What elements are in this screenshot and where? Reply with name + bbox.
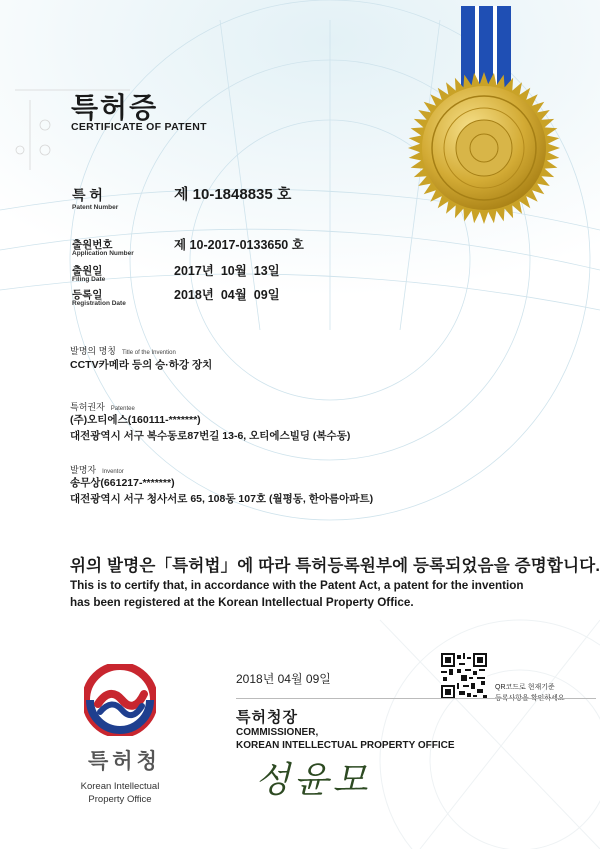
invention-label: 발명의 명칭 [70,346,116,356]
certification-en-line2: has been registered at the Korean Intellectual Property Office. [70,596,414,609]
inventor-label-en: Inventor [102,469,124,475]
qr-note-line1: QR코드로 현재기준 [495,684,555,691]
registration-date-label-en: Registration Date [72,300,126,307]
kipo-logo-text-en [72,780,168,806]
certification-en-line1: This is to certify that, in accordance with the Patent Act, a patent for the invention [70,579,524,592]
kipo-logo-text: 특허청 [88,750,161,773]
commissioner-en-line1: COMMISSIONER, [236,727,319,738]
kipo-en-line2: Property Office [88,794,152,805]
commissioner-en-line2: KOREAN INTELLECTUAL PROPERTY OFFICE [236,740,455,751]
issue-date: 2018년 04월 09일 [236,672,331,686]
invention-title-value: CCTV카메라 등의 승·하강 장치 [70,359,213,371]
certification-statement-ko: 위의 발명은「특허법」에 따라 특허등록원부에 등록되었음을 증명합니다. [70,557,600,575]
patent-number-label-en: Patent Number [72,204,119,211]
gold-seal [408,72,560,224]
inventor-address: 대전광역시 서구 청사서로 65, 108동 107호 (월평동, 한아름아파트) [70,493,374,505]
qr-note [495,682,565,704]
patentee-label: 특허권자 [70,402,105,412]
registration-date-value: 2018년 04월 09일 [174,288,280,302]
commissioner-title-en [236,726,455,752]
filing-date-label-en: Filing Date [72,276,106,283]
commissioner-signature: 성윤모 [255,760,372,801]
inventor-label: 발명자 [70,465,97,475]
invention-label-en: Title of the Invention [121,350,176,356]
patentee-address: 대전광역시 서구 복수동로87번길 13-6, 오티에스빌딩 (복수동) [70,430,351,442]
application-number-label: 출원번호 [72,239,113,251]
commissioner-title: 특허청장 [236,709,298,726]
registration-date-label: 등록일 [72,289,103,301]
application-number-label-en: Application Number [72,250,134,257]
filing-date-label: 출원일 [72,265,103,277]
divider [236,698,596,699]
kipo-en-line1: Korean Intellectual [80,781,160,792]
patent-number-value: 제 10-1848835 호 [174,186,292,203]
certificate-title-en: CERTIFICATE OF PATENT [71,121,207,133]
certificate-title: 특허증 [71,92,159,123]
certification-statement-en [70,577,524,611]
patentee-name: (주)오티에스(160111-*******) [70,414,201,426]
filing-date-value: 2017년 10월 13일 [174,264,280,278]
patent-number-label: 특 허 [72,187,103,203]
patentee-label-en: Patentee [110,406,135,412]
qr-code-icon[interactable] [441,653,487,699]
inventor-name: 송무상(661217-*******) [70,477,175,489]
application-number-value: 제 10-2017-0133650 호 [174,238,304,252]
kipo-logo-icon [84,664,156,736]
